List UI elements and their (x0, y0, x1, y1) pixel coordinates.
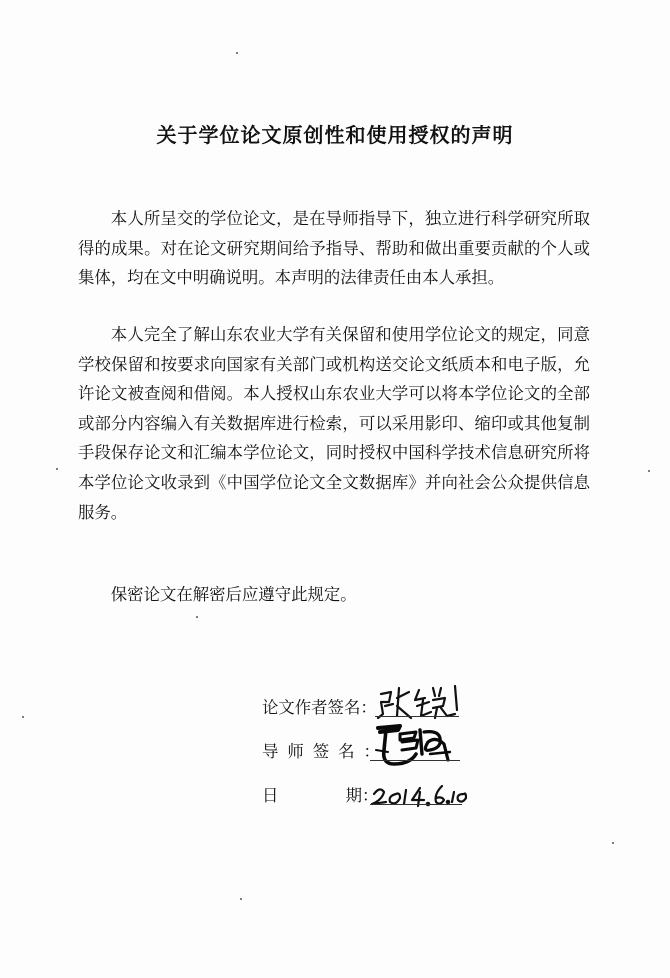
date-underline (370, 804, 462, 805)
date-row (262, 782, 378, 810)
paragraph-authorization: 本人完全了解山东农业大学有关保留和使用学位论文的规定，同意学校保留和按要求向国家有关部门或机构送交论文纸质本和电子版，允许论文被查阅和借阅。本人授权山东农业大学可以将本学位论文的全部或部分内容编入有关数据库进行检索，可以采用影印、缩印或其他复制手段保存论文和汇编本学位论文，同时授权中国科学技术信息研究所将本学位论文收录到《中国学位论文全文数据库》并向社会公众提供信息服务。 (78, 325, 590, 522)
date-handwriting (370, 778, 470, 812)
advisor-signature-underline (370, 760, 460, 761)
scan-speck (56, 468, 58, 470)
scan-speck (612, 842, 614, 844)
paragraph-originality: 本人所呈交的学位论文，是在导师指导下，独立进行科学研究所取得的成果。对在论文研究期间给予指导、帮助和做出重要贡献的个人或集体，均在文中明确说明。本声明的法律责任由本人承担。 (78, 209, 590, 288)
scan-speck (22, 716, 24, 718)
paragraph-confidential: 保密论文在解密后应遵守此规定。 (110, 585, 357, 604)
date-label-first: 日 (262, 786, 279, 805)
scan-speck (236, 52, 238, 54)
author-signature-row (262, 694, 377, 722)
advisor-signature-handwriting (370, 720, 460, 772)
scan-speck (648, 470, 650, 472)
author-signature-handwriting (375, 680, 461, 724)
author-signature-label: 论文作者签名： (262, 698, 377, 717)
author-signature-underline (375, 716, 459, 717)
advisor-signature-label: 导师签名： (262, 742, 389, 761)
scan-speck (240, 898, 242, 900)
date-label-second: 期： (345, 786, 379, 805)
page-title: 关于学位论文原创性和使用授权的声明 (156, 123, 514, 147)
advisor-signature-row (262, 738, 389, 766)
scan-speck (196, 616, 198, 618)
